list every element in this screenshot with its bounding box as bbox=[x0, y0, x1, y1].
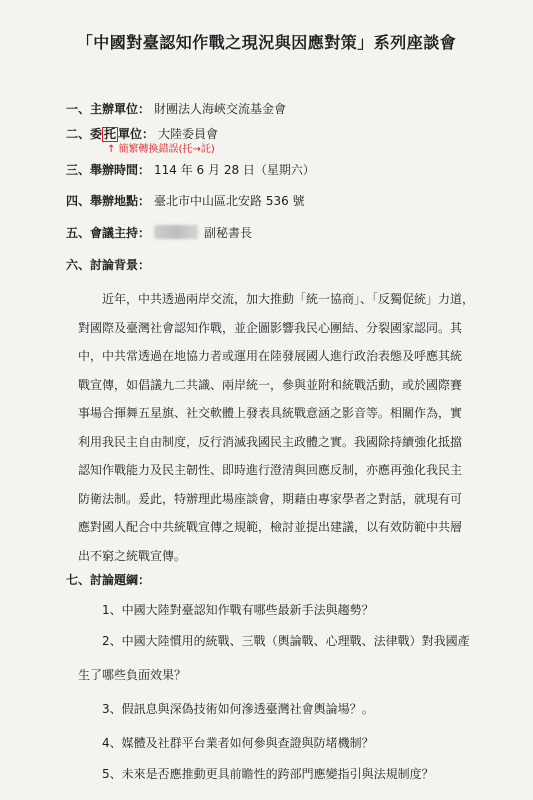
venue-label: 四、舉辦地點： bbox=[66, 194, 151, 208]
venue-line bbox=[66, 192, 305, 209]
host-label: 五、會議主持： bbox=[66, 226, 151, 240]
time-label: 三、舉辦時間： bbox=[66, 163, 151, 177]
outline-heading: 七、討論題綱： bbox=[66, 573, 151, 587]
page-title: 「中國對臺認知作戰之現況與因應對策」系列座談會 bbox=[76, 33, 457, 52]
paragraph-line: 認知作戰能力及民主韌性、即時進行澄清與回應反制，亦應再強化我民主 bbox=[78, 463, 463, 477]
paragraph-line: 中，中共常透過在地協力者或運用在陸發展國人進行政治表態及呼應其統 bbox=[78, 349, 463, 363]
question-5: 5、未來是否應推動更具前瞻性的跨部門應變指引與法規制度？ bbox=[102, 767, 434, 781]
commission-label-pre: 二、委 bbox=[66, 127, 103, 141]
question-2: 2、中國大陸慣用的統戰、三戰（輿論戰、心理戰、法律戰）對我國產 bbox=[102, 634, 470, 648]
commission-value: 大陸委員會 bbox=[158, 127, 219, 141]
question-4: 4、媒體及社群平台業者如何參與查證與防堵機制？ bbox=[102, 736, 374, 750]
organizer-line bbox=[66, 100, 286, 117]
paragraph-line: 防衛法制。爰此，特辦理此場座談會，期藉由專家學者之對話，就現有可 bbox=[78, 491, 463, 506]
paragraph-line: 事場合揮舞五星旗、社交軟體上發表具統戰意涵之影音等。相關作為，實 bbox=[78, 406, 463, 420]
host-line bbox=[66, 224, 252, 241]
question-2-continued: 生了哪些負面效果？ bbox=[78, 668, 187, 682]
organizer-value: 財團法人海峽交流基金會 bbox=[154, 102, 287, 116]
paragraph-line: 近年，中共透過兩岸交流，加大推動「統一協商」、「反獨促統」力道， bbox=[102, 292, 475, 306]
question-1: 1、中國大陸對臺認知作戰有哪些最新手法與趨勢？ bbox=[102, 603, 374, 617]
time-line bbox=[66, 161, 315, 178]
organizer-label: 一、主辦單位： bbox=[66, 102, 151, 116]
paragraph-line: 對國際及臺灣社會認知作戰，並企圖影響我民心團結、分裂國家認同。其 bbox=[78, 320, 463, 335]
host-value: 副秘書長 bbox=[204, 226, 253, 240]
venue-value: 臺北市中山區北安路 536 號 bbox=[154, 194, 305, 208]
commission-label-post: 單位： bbox=[118, 127, 155, 141]
correction-annotation: ↑ 簡繁轉換錯誤(托→託) bbox=[107, 144, 215, 155]
error-highlight-box: 托 bbox=[104, 127, 117, 141]
paragraph-line: 利用我民主自由制度，反行消滅我國民主政體之實。我國除持續強化抵擋 bbox=[78, 434, 463, 449]
paragraph-line: 出不窮之統戰宣傳。 bbox=[78, 548, 187, 563]
background-heading: 六、討論背景： bbox=[66, 258, 151, 272]
question-3: 3、假訊息與深偽技術如何滲透臺灣社會輿論場？。 bbox=[102, 702, 374, 716]
paragraph-line: 應對國人配合中共統戰宣傳之規範，檢討並提出建議，以有效防範中共層 bbox=[78, 520, 463, 534]
redacted-name bbox=[154, 225, 198, 239]
background-paragraph bbox=[78, 285, 475, 570]
paragraph-line: 戰宣傳，如倡議九二共識、兩岸統一，參與並附和統戰活動，或於國際賽 bbox=[78, 377, 463, 392]
time-value: 114 年 6 月 28 日（星期六） bbox=[154, 163, 315, 177]
